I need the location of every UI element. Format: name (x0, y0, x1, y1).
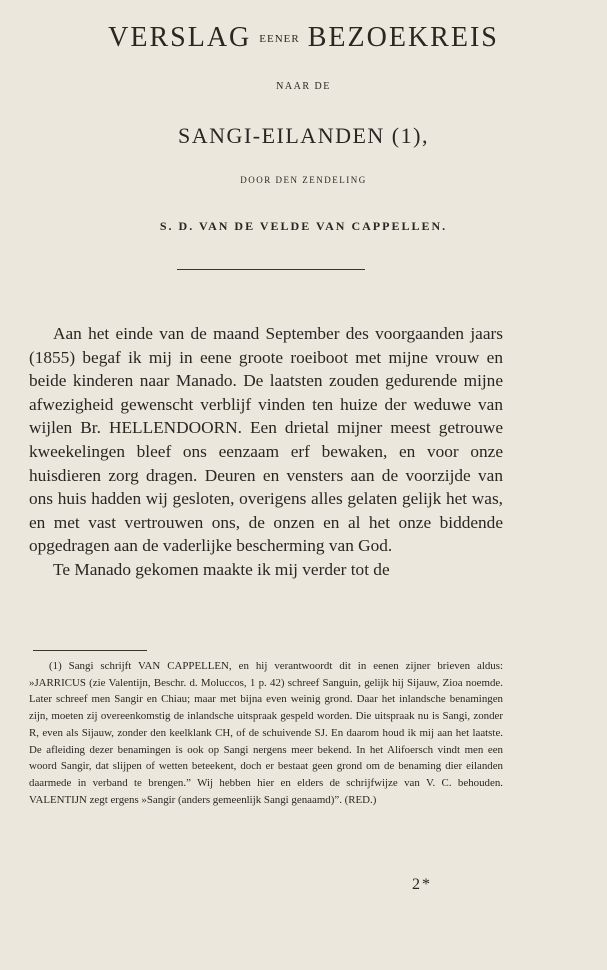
page-number: 2* (412, 876, 432, 893)
title-eener: EENER (259, 33, 300, 45)
footnote (29, 658, 503, 808)
title-door-den-zendeling: DOOR DEN ZENDELING (240, 175, 367, 185)
body-text (29, 322, 503, 582)
title-naar-de: NAAR DE (276, 81, 331, 92)
body-paragraph-1: Aan het einde van de maand September des voorgaanden jaars (1855) begaf ik mij in eene groote roeiboot met mijne vrouw en beide kinderen naar Manado. De laatsten zouden gedurende mijne afwezigheid gewenscht verblijf vinden ten huize der weduwe van wijlen Br. HELLENDOORN. Een drietal mijner meest getrouwe kweekelingen bleef ons eenzaam erf bewaken, en voor onze huisdieren zorg dragen. Deuren en vensters aan de voorzijde van ons huis hadden wij gesloten, overigens alles gelaten gelijk het was, en met vast vertrouwen ons, de onzen en al het onze biddende opgedragen aan de vaderlijke bescherming van God. (29, 324, 503, 556)
footnote-text: (1) Sangi schrijft VAN CAPPELLEN, en hij verantwoordt dit in eenen zijner brieven aldus: »JARRICUS (zie Valentijn, Beschr. d. Moluccos, 1 p. 42) schreef Sanguin, gelijk hij Sijauw, Zioa noemde. Later schreef men Sangir en Chiau; maar met bijna even weinig grond. Daar het inlandsche benamingen zijn, moeten zij overeenkomstig de inlandsche uitspraak gespeld worden. Die uitspraak nu is Sangi, zonder R, even als Sijauw, zonder den keelklank CH, of de schuivende SJ. En daarom houd ik mij aan het laatste. De afleiding dezer benamingen is ook op Sangi nergens meer bekend. In het Alifoersch vindt men een woord Sangir, dat slijpen of wetten beteekent, doch er bestaat geen grond om de benaming dier eilanden daarmede in verband te brengen.” Wij hebben hier en elders de schrijfwijze van V. C. behouden. VALENTIJN zegt ergens »Sangir (anders gemeenlijk Sangi genaamd)”. (RED.) (29, 660, 503, 806)
title-bezoekreis: BEZOEKREIS (307, 22, 499, 53)
footnote-divider (33, 650, 147, 651)
title-sangi-eilanden: SANGI-EILANDEN (1), (178, 123, 429, 148)
title-line (0, 22, 607, 54)
title-divider (177, 269, 365, 270)
title-verslag: VERSLAG (108, 22, 252, 53)
body-paragraph-2: Te Manado gekomen maakte ik mij verder tot de (53, 559, 390, 579)
author-name: S. D. VAN DE VELDE VAN CAPPELLEN. (159, 219, 448, 233)
